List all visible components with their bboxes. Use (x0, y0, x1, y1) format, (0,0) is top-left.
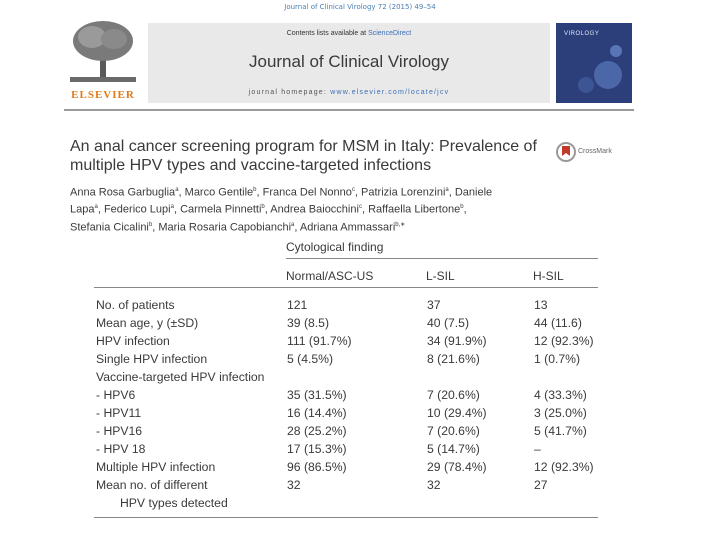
publisher-name: ELSEVIER (71, 89, 135, 101)
author-name[interactable]: Maria Rosaria Capobianchi (158, 221, 292, 234)
row-label: Single HPV infection (96, 352, 208, 366)
homepage-line (148, 89, 550, 96)
table-cell: 8 (21.6%) (427, 352, 480, 366)
journal-cover-image (556, 23, 632, 103)
crossmark-badge[interactable] (556, 141, 618, 165)
author-separator: , (256, 186, 263, 199)
table-row (96, 494, 606, 512)
table-cell: 96 (86.5%) (287, 460, 347, 474)
table-cell: 28 (25.2%) (287, 424, 347, 438)
author-affiliation: b (261, 204, 265, 211)
table-cell: 10 (29.4%) (427, 406, 487, 420)
table-rule-header (94, 287, 598, 288)
table-rule-top (286, 258, 598, 259)
row-label: - HPV11 (96, 406, 142, 420)
table-cell: – (534, 442, 541, 456)
table-row (96, 332, 606, 350)
elsevier-tree-logo (64, 17, 142, 103)
author-separator: , (97, 203, 104, 216)
sciencedirect-link[interactable]: ScienceDirect (368, 30, 412, 37)
table-cell: 16 (14.4%) (287, 406, 347, 420)
author-name[interactable]: Carmela Pinnetti (180, 203, 262, 216)
author-affiliation: a (175, 187, 179, 193)
author-separator: , (361, 203, 369, 216)
author-affiliation: b (253, 187, 257, 193)
table-cell: 12 (92.3%) (534, 460, 594, 474)
author-name[interactable]: Stefania Cicalini (70, 221, 149, 234)
author-name[interactable]: Patrizia Lorenzini (361, 186, 446, 199)
row-label: HPV infection (96, 334, 170, 348)
table-cell: 32 (287, 478, 301, 492)
row-label: No. of patients (96, 298, 175, 312)
table-cell: 7 (20.6%) (427, 424, 480, 438)
table-cell: 35 (31.5%) (287, 388, 347, 402)
journal-masthead (64, 17, 634, 111)
table-cell: 121 (287, 298, 308, 312)
author-affiliation: a (170, 204, 174, 211)
table-cell: 40 (7.5) (427, 316, 470, 330)
row-label: Vaccine-targeted HPV infection (96, 370, 265, 384)
table-cell: 12 (92.3%) (534, 334, 594, 348)
table-cell: 32 (427, 478, 441, 492)
table-cell: 7 (20.6%) (427, 388, 480, 402)
author-name[interactable]: Raffaella Libertone (368, 203, 461, 216)
row-label: - HPV16 (96, 424, 143, 438)
table-row (96, 404, 606, 422)
table-cell: 37 (427, 298, 441, 312)
table-row (96, 386, 606, 404)
homepage-link[interactable]: www.elsevier.com/locate/jcv (330, 89, 450, 96)
journal-citation[interactable]: Journal of Clinical Virology 72 (2015) 49–54 (284, 3, 436, 11)
author-separator: , (178, 186, 185, 199)
table-row (96, 350, 606, 368)
row-label: Mean age, y (±SD) (96, 316, 199, 330)
row-label: HPV types detected (120, 496, 228, 510)
author-name[interactable]: Adriana Ammassari (299, 221, 396, 234)
table-row (96, 296, 606, 314)
author-affiliation: b (148, 221, 153, 228)
author-affiliation: a (291, 221, 295, 228)
row-label: - HPV 18 (96, 442, 146, 456)
author-name[interactable]: Federico Lupi (103, 203, 171, 216)
table-cell: 5 (4.5%) (287, 352, 334, 366)
table-row (96, 458, 606, 476)
row-label: Mean no. of different (96, 478, 208, 492)
author-affiliation: b,∗ (395, 221, 406, 228)
author-separator: , (448, 186, 455, 199)
author-list (70, 183, 510, 235)
table-row (96, 314, 606, 332)
table-row (96, 422, 606, 440)
contents-line (148, 30, 550, 37)
author-separator: , (173, 203, 181, 216)
table-row (96, 476, 606, 494)
author-name[interactable]: Andrea Baiocchini (270, 203, 359, 216)
table-group-header: Cytological finding (286, 240, 384, 254)
table-cell: 5 (14.7%) (427, 442, 480, 456)
author-separator: , (463, 203, 467, 216)
author-separator: , (294, 221, 300, 234)
journal-title: Journal of Clinical Virology (248, 52, 449, 71)
table-body (96, 296, 606, 512)
contents-prefix: Contents lists available at (286, 30, 369, 37)
row-label: - HPV6 (96, 388, 136, 402)
author-separator: , (152, 221, 159, 234)
cover-title: VIROLOGY (564, 31, 600, 37)
table-cell: 4 (33.3%) (534, 388, 587, 402)
author-name[interactable]: Daniele Lapa (70, 186, 493, 216)
author-affiliation: a (445, 187, 449, 193)
homepage-prefix: journal homepage: (248, 89, 331, 96)
author-affiliation: a (94, 204, 98, 211)
table-row (96, 368, 606, 386)
table-cell: 39 (8.5) (287, 316, 330, 330)
table-cell: 13 (534, 298, 548, 312)
table-row (96, 440, 606, 458)
table-cell: 1 (0.7%) (534, 352, 581, 366)
column-header-normal: Normal/ASC-US (286, 269, 374, 283)
author-name[interactable]: Marco Gentile (184, 186, 254, 199)
author-affiliation: c (351, 187, 355, 193)
table-cell: 111 (91.7%) (287, 334, 352, 348)
author-affiliation: c (358, 204, 362, 211)
author-separator: , (354, 186, 362, 199)
author-name[interactable]: Franca Del Nonno (262, 186, 352, 199)
column-header-hsil: H-SIL (533, 269, 564, 283)
author-name[interactable]: Anna Rosa Garbuglia (70, 186, 176, 199)
article-title: An anal cancer screening program for MSM in Italy: Prevalence of multiple HPV types and vaccine-targeted infections (70, 138, 537, 174)
author-affiliation: b (460, 204, 464, 211)
author-separator: , (264, 203, 271, 216)
crossmark-label: CrossMark (578, 148, 612, 155)
table-rule-bottom (94, 517, 598, 518)
table-cell: 17 (15.3%) (287, 442, 347, 456)
journal-info-box (148, 23, 550, 103)
row-label: Multiple HPV infection (96, 460, 216, 474)
table-cell: 29 (78.4%) (427, 460, 487, 474)
table-cell: 34 (91.9%) (427, 334, 487, 348)
column-header-lsil: L-SIL (426, 269, 455, 283)
table-cell: 5 (41.7%) (534, 424, 587, 438)
table-cell: 3 (25.0%) (534, 406, 587, 420)
table-cell: 44 (11.6) (534, 316, 582, 330)
crossmark-icon (556, 141, 576, 163)
table-cell: 27 (534, 478, 548, 492)
